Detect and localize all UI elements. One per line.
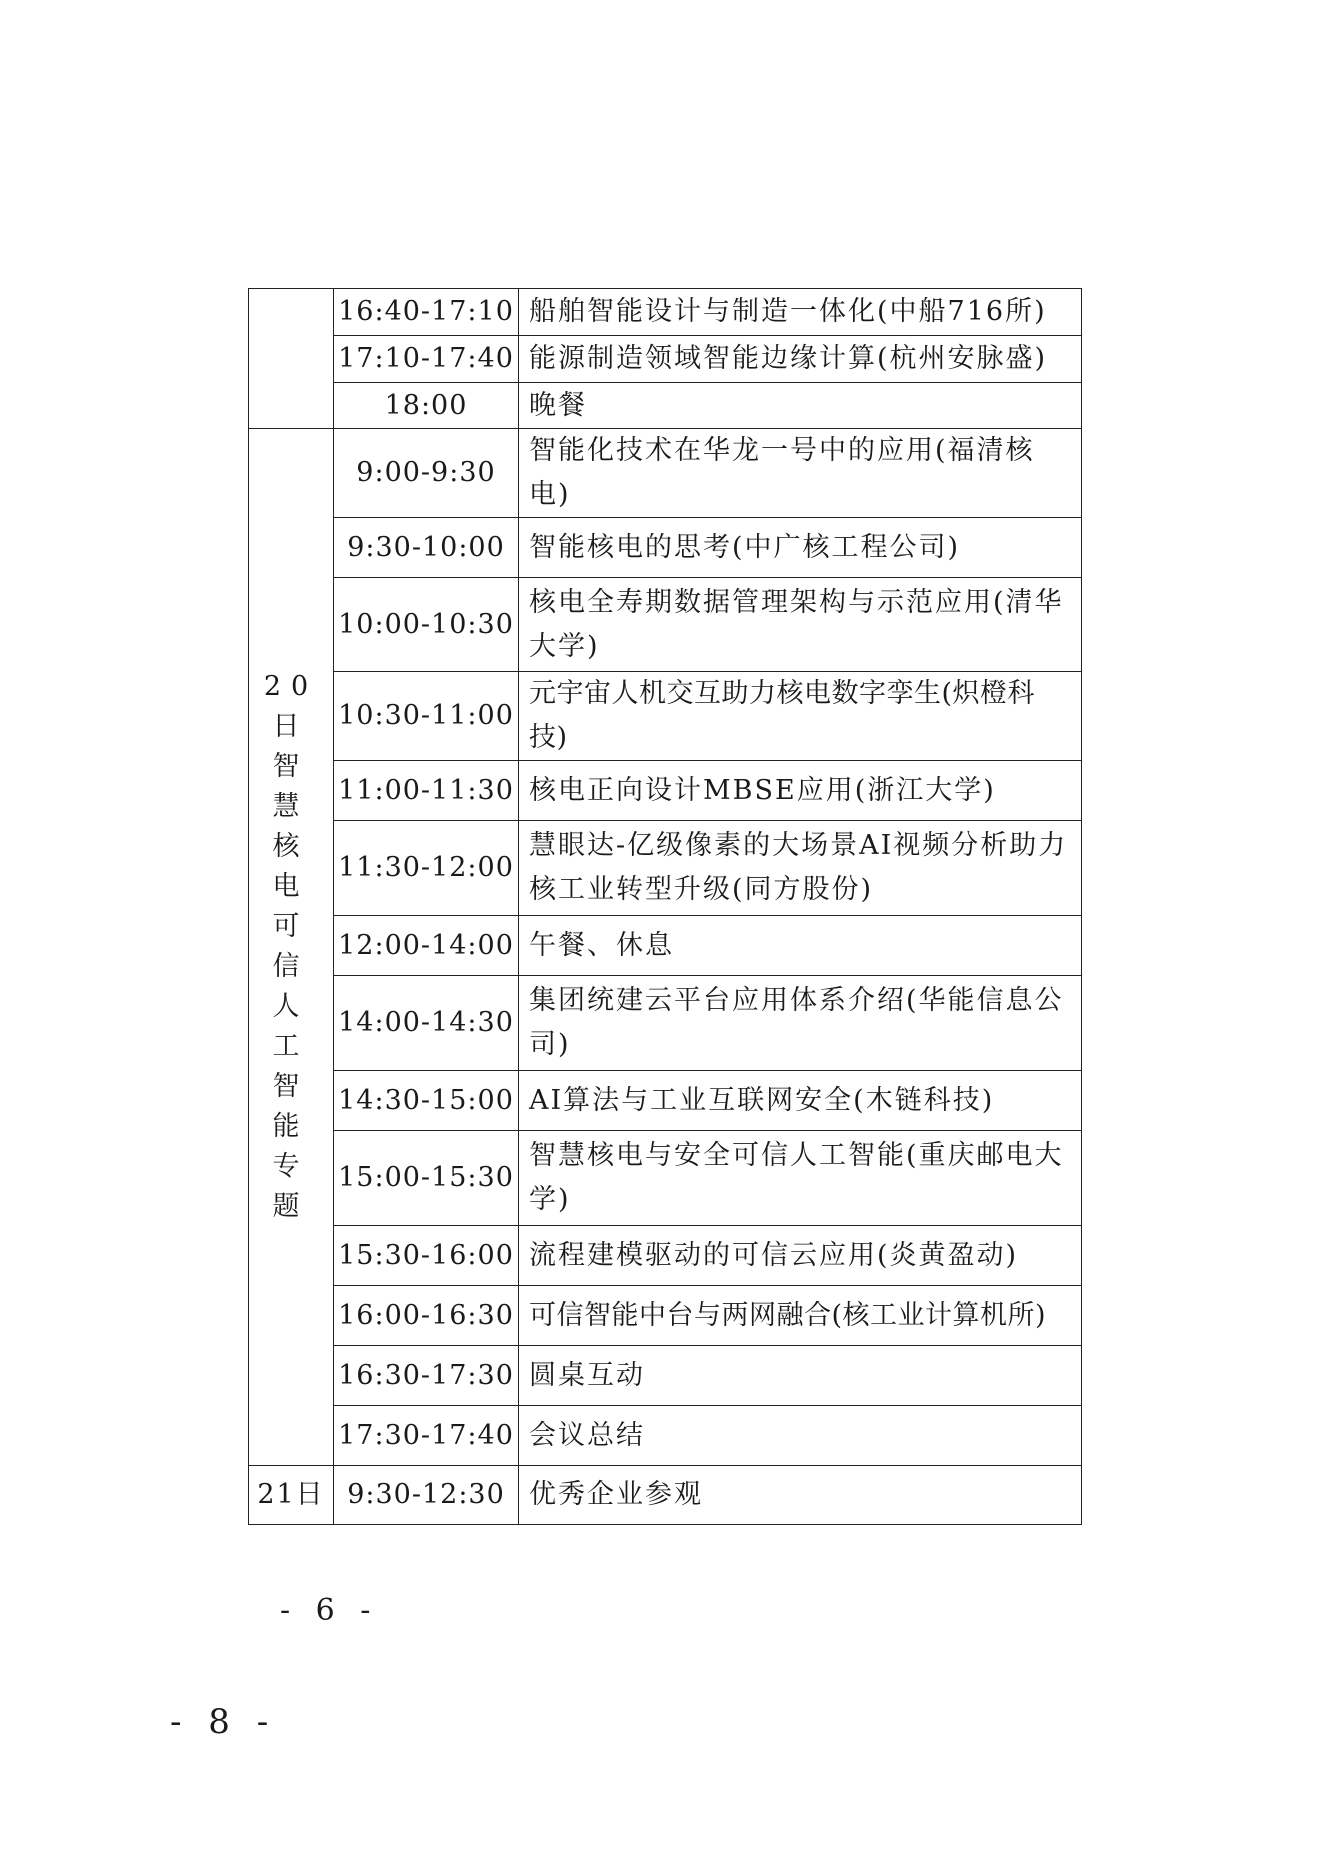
time-cell: 18:00 bbox=[334, 383, 519, 429]
table-row bbox=[249, 976, 1082, 1071]
table-row bbox=[249, 1406, 1082, 1466]
topic-cell: 晚餐 bbox=[519, 383, 1082, 429]
topic-cell: 船舶智能设计与制造一体化(中船716所) bbox=[519, 289, 1082, 336]
table-row bbox=[249, 1346, 1082, 1406]
topic-cell: 会议总结 bbox=[519, 1406, 1082, 1466]
table-row bbox=[249, 821, 1082, 916]
time-cell: 16:00-16:30 bbox=[334, 1286, 519, 1346]
day-cell: 20日智慧核电可信人工智能专题 bbox=[249, 429, 334, 1466]
topic-cell: 能源制造领域智能边缘计算(杭州安脉盛) bbox=[519, 336, 1082, 383]
table-row bbox=[249, 1466, 1082, 1525]
time-cell: 10:30-11:00 bbox=[334, 672, 519, 761]
table-row bbox=[249, 761, 1082, 821]
table-row bbox=[249, 1286, 1082, 1346]
time-cell: 17:30-17:40 bbox=[334, 1406, 519, 1466]
table-row bbox=[249, 429, 1082, 518]
time-cell: 10:00-10:30 bbox=[334, 578, 519, 672]
topic-cell: 优秀企业参观 bbox=[519, 1466, 1082, 1525]
topic-cell: 核电全寿期数据管理架构与示范应用(清华大学) bbox=[519, 578, 1082, 672]
table-row bbox=[249, 672, 1082, 761]
time-cell: 14:00-14:30 bbox=[334, 976, 519, 1071]
topic-cell: 智能核电的思考(中广核工程公司) bbox=[519, 518, 1082, 578]
table-row bbox=[249, 289, 1082, 336]
time-cell: 17:10-17:40 bbox=[334, 336, 519, 383]
time-cell: 15:00-15:30 bbox=[334, 1131, 519, 1226]
time-cell: 12:00-14:00 bbox=[334, 916, 519, 976]
topic-cell: 可信智能中台与两网融合(核工业计算机所) bbox=[519, 1286, 1082, 1346]
time-cell: 9:30-10:00 bbox=[334, 518, 519, 578]
page-number-outer: - 8 - bbox=[170, 1702, 277, 1742]
table-row bbox=[249, 336, 1082, 383]
time-cell: 16:40-17:10 bbox=[334, 289, 519, 336]
table-row bbox=[249, 916, 1082, 976]
topic-cell: 智慧核电与安全可信人工智能(重庆邮电大学) bbox=[519, 1131, 1082, 1226]
topic-cell: AI算法与工业互联网安全(木链科技) bbox=[519, 1071, 1082, 1131]
topic-cell: 慧眼达-亿级像素的大场景AI视频分析助力核工业转型升级(同方股份) bbox=[519, 821, 1082, 916]
day-cell: 21日 bbox=[249, 1466, 334, 1525]
time-cell: 15:30-16:00 bbox=[334, 1226, 519, 1286]
topic-cell: 午餐、休息 bbox=[519, 916, 1082, 976]
table-row bbox=[249, 1226, 1082, 1286]
topic-cell: 核电正向设计MBSE应用(浙江大学) bbox=[519, 761, 1082, 821]
page-number-inner: - 6 - bbox=[280, 1593, 379, 1628]
topic-cell: 元宇宙人机交互助力核电数字孪生(炽橙科技) bbox=[519, 672, 1082, 761]
table-row bbox=[249, 383, 1082, 429]
table-row bbox=[249, 518, 1082, 578]
time-cell: 9:00-9:30 bbox=[334, 429, 519, 518]
time-cell: 11:00-11:30 bbox=[334, 761, 519, 821]
table-row bbox=[249, 578, 1082, 672]
time-cell: 16:30-17:30 bbox=[334, 1346, 519, 1406]
topic-cell: 智能化技术在华龙一号中的应用(福清核电) bbox=[519, 429, 1082, 518]
table-row bbox=[249, 1131, 1082, 1226]
time-cell: 9:30-12:30 bbox=[334, 1466, 519, 1525]
table-row bbox=[249, 1071, 1082, 1131]
day-cell bbox=[249, 289, 334, 429]
schedule-table bbox=[248, 288, 1082, 1525]
topic-cell: 流程建模驱动的可信云应用(炎黄盈动) bbox=[519, 1226, 1082, 1286]
topic-cell: 集团统建云平台应用体系介绍(华能信息公司) bbox=[519, 976, 1082, 1071]
time-cell: 14:30-15:00 bbox=[334, 1071, 519, 1131]
time-cell: 11:30-12:00 bbox=[334, 821, 519, 916]
topic-cell: 圆桌互动 bbox=[519, 1346, 1082, 1406]
